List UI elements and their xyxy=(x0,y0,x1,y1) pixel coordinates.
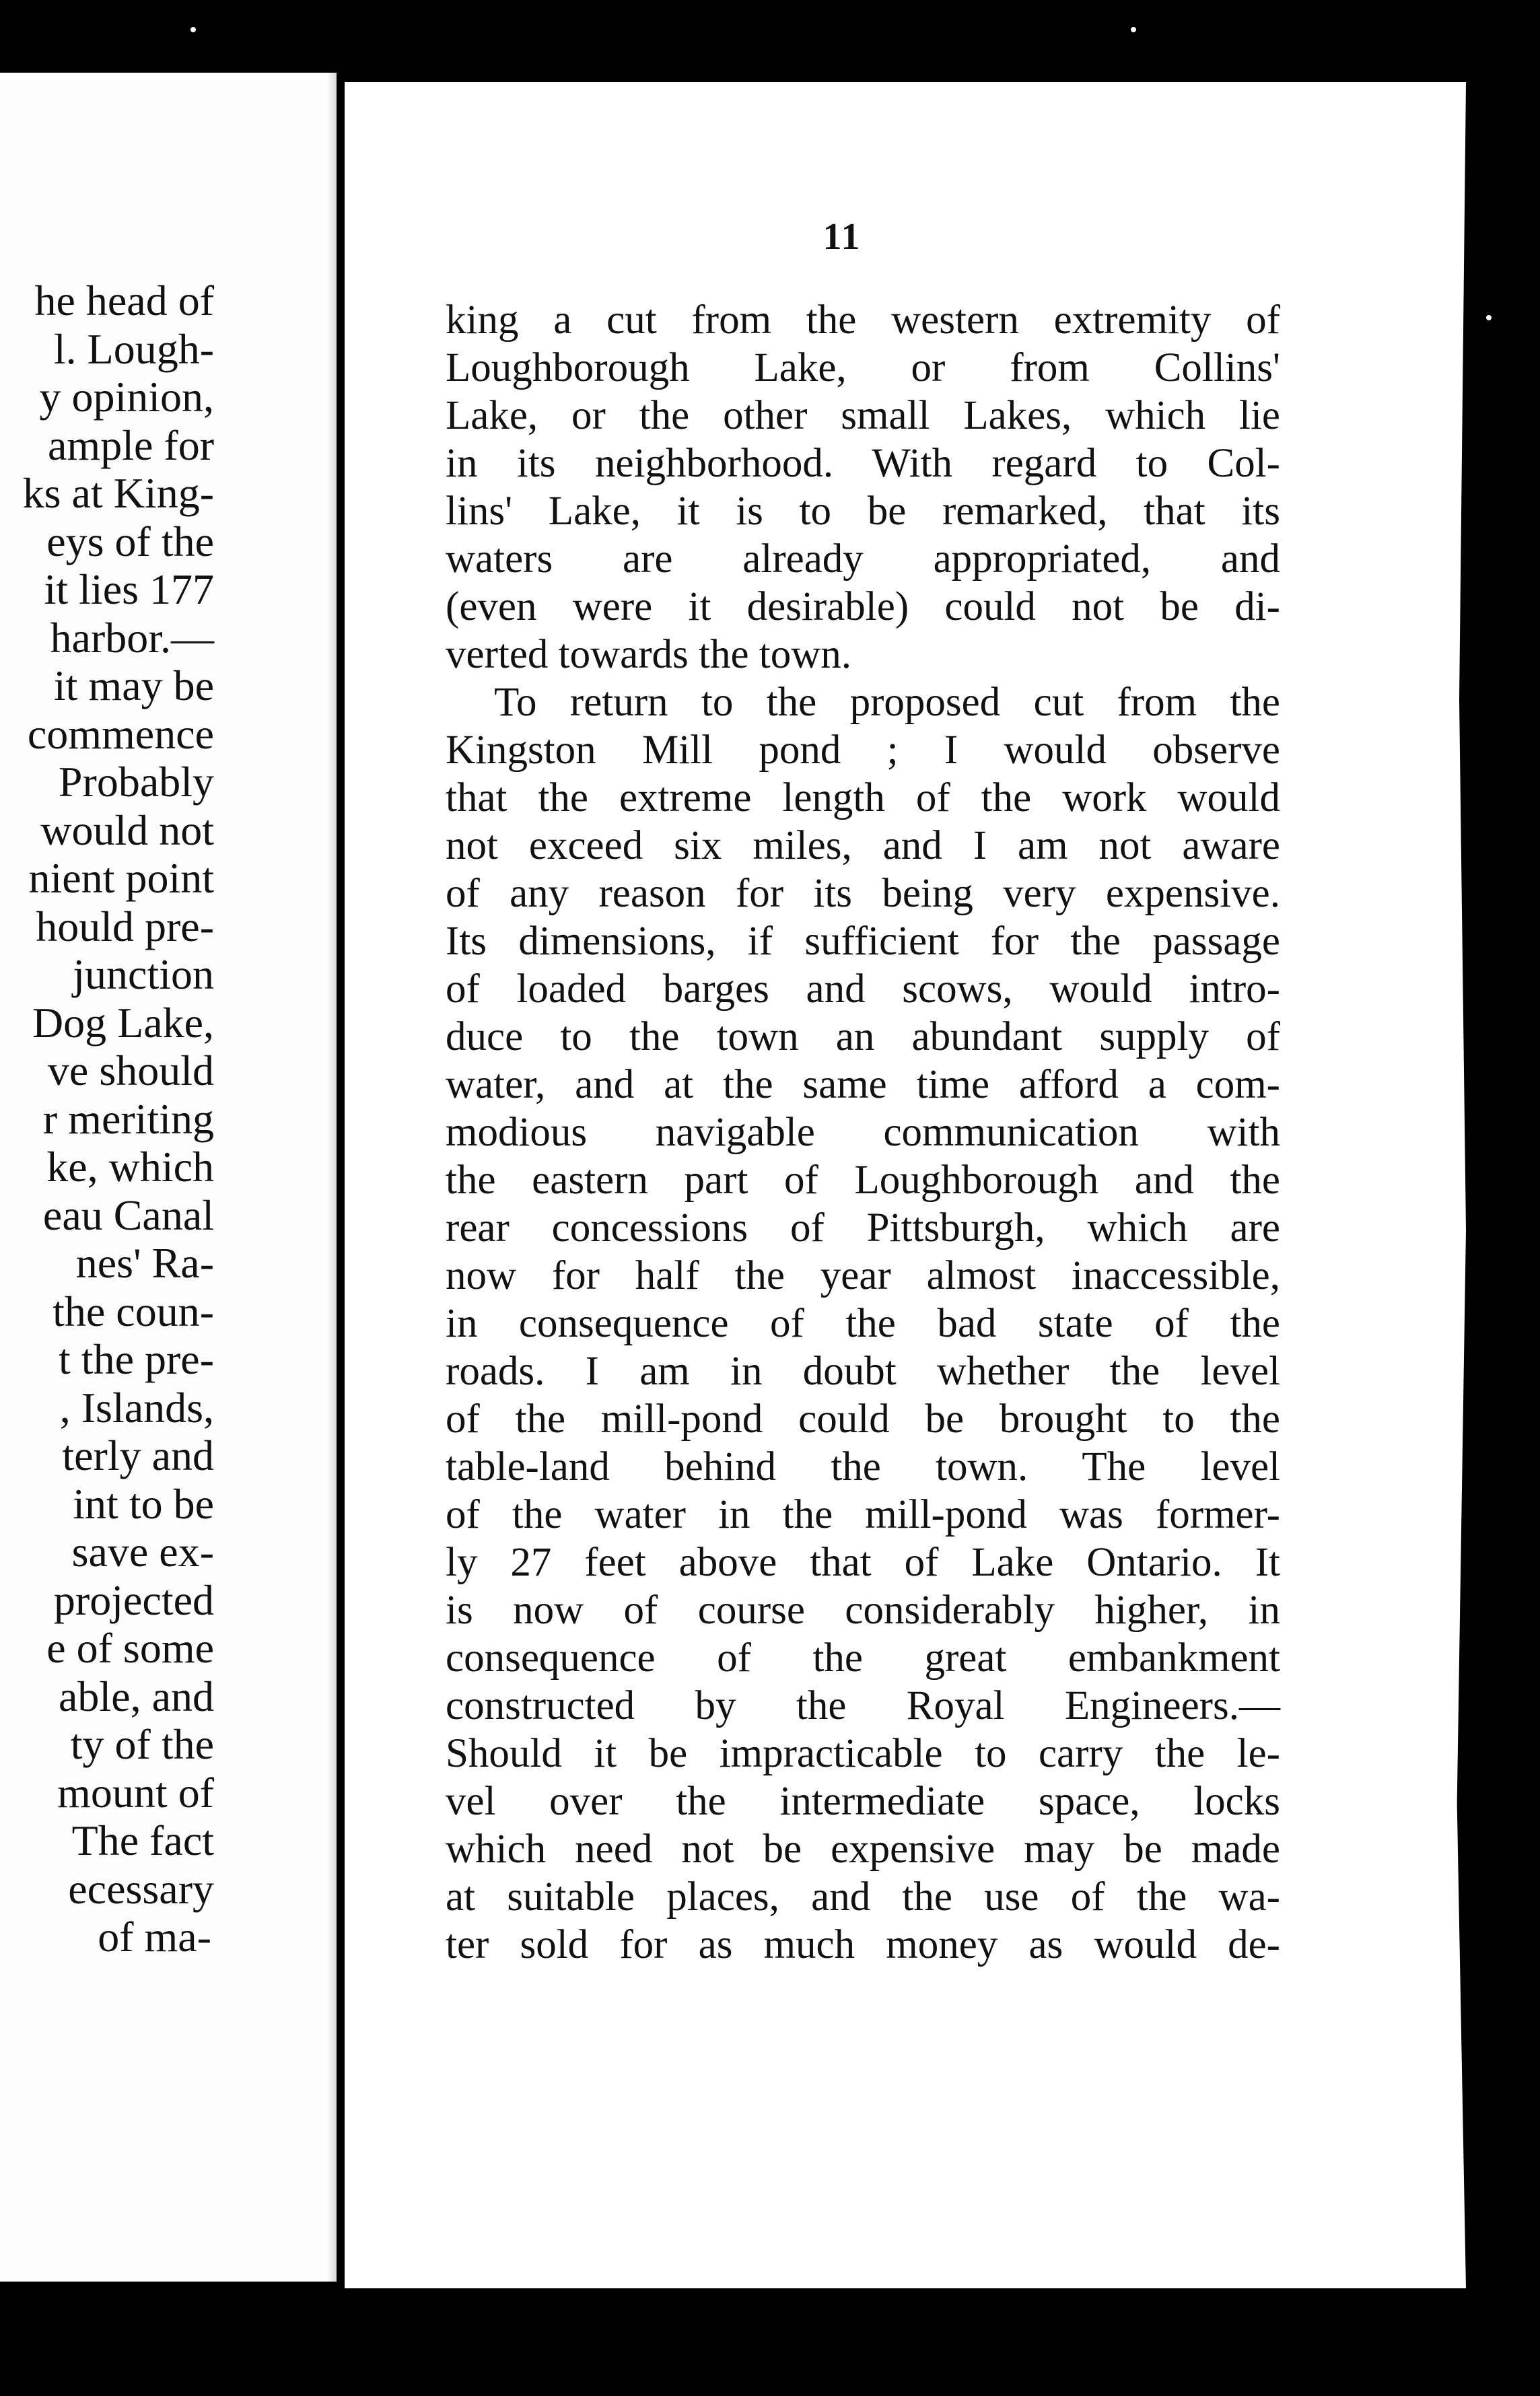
text-line: Lake, or the other small Lakes, which lie xyxy=(446,393,1280,438)
text-line: of the water in the mill-pond was former- xyxy=(446,1492,1280,1537)
left-line: ecessary xyxy=(68,1864,214,1913)
left-line: ks at King- xyxy=(22,469,214,517)
text-line: modious navigable communication with xyxy=(446,1110,1280,1155)
left-line: r meriting xyxy=(42,1094,214,1143)
page-body-text xyxy=(446,296,1280,1969)
left-line: able, and xyxy=(59,1672,214,1720)
dust-speck xyxy=(1131,27,1136,32)
left-line: hould pre- xyxy=(36,902,214,950)
left-line: y opinion, xyxy=(39,373,214,421)
left-line: he head of xyxy=(34,277,214,324)
left-line: , Islands, xyxy=(59,1383,214,1432)
text-line: of loaded barges and scows, would intro- xyxy=(446,966,1280,1012)
left-page-text xyxy=(23,277,214,1961)
text-line: duce to the town an abundant supply of xyxy=(446,1014,1280,1059)
left-line: nient point xyxy=(28,854,214,902)
left-line: would not xyxy=(40,806,214,854)
left-line: nes' Ra- xyxy=(75,1239,214,1287)
text-line: king a cut from the western extremity of xyxy=(446,297,1280,343)
left-line: the coun- xyxy=(53,1287,214,1335)
page-number: 11 xyxy=(823,216,862,258)
text-line: roads. I am in doubt whether the level xyxy=(446,1349,1280,1394)
dust-speck xyxy=(190,27,196,32)
left-line: terly and xyxy=(62,1432,214,1479)
gutter-shadow xyxy=(327,73,337,2282)
left-line: ty of the xyxy=(70,1720,214,1768)
text-line: vel over the intermediate space, locks xyxy=(446,1779,1280,1824)
left-line: it may be xyxy=(53,662,214,709)
text-line: is now of course considerably higher, in xyxy=(446,1588,1280,1633)
text-line: constructed by the Royal Engineers.— xyxy=(446,1683,1280,1728)
text-line: Its dimensions, if sufficient for the passage xyxy=(446,919,1280,964)
left-line: ke, which xyxy=(46,1143,214,1191)
text-line: Kingston Mill pond ; I would observe xyxy=(446,728,1280,773)
left-line: ample for xyxy=(48,421,214,469)
text-line: at suitable places, and the use of the wa- xyxy=(446,1874,1280,1919)
text-line: (even were it desirable) could not be di- xyxy=(446,584,1280,629)
left-line: ve should xyxy=(47,1047,214,1094)
left-line: eau Canal xyxy=(42,1191,214,1239)
text-line: table-land behind the town. The level xyxy=(446,1444,1280,1489)
text-line: now for half the year almost inaccessible, xyxy=(446,1253,1280,1298)
text-line: in its neighborhood. With regard to Col- xyxy=(446,441,1280,486)
left-line: Probably xyxy=(58,758,214,806)
left-line: eys of the xyxy=(46,517,214,565)
text-line: the eastern part of Loughborough and the xyxy=(446,1158,1280,1203)
left-line: mount of xyxy=(57,1768,214,1817)
left-line: commence xyxy=(27,709,214,758)
text-line: water, and at the same time afford a com- xyxy=(446,1062,1280,1107)
left-facing-page xyxy=(0,73,337,2282)
left-line: The fact xyxy=(71,1817,214,1864)
paragraph-first-line: To return to the proposed cut from the xyxy=(494,680,1280,725)
text-line: of any reason for its being very expensive. xyxy=(446,871,1280,916)
text-line: Loughborough Lake, or from Collins' xyxy=(446,345,1280,390)
text-line: verted towards the town. xyxy=(446,632,852,677)
text-line: consequence of the great embankment xyxy=(446,1635,1280,1681)
text-line: lins' Lake, it is to be remarked, that its xyxy=(446,489,1280,534)
text-line: that the extreme length of the work would xyxy=(446,775,1280,820)
left-line: l. Lough- xyxy=(53,324,214,373)
text-line: in consequence of the bad state of the xyxy=(446,1301,1280,1346)
left-line: projected xyxy=(53,1576,214,1624)
text-line: ly 27 feet above that of Lake Ontario. It xyxy=(446,1540,1280,1585)
left-line: of ma- xyxy=(98,1913,211,1961)
left-line: e of some xyxy=(46,1624,214,1672)
left-line: t the pre- xyxy=(59,1335,214,1383)
text-line: rear concessions of Pittsburgh, which are xyxy=(446,1205,1280,1250)
dust-speck xyxy=(1486,315,1492,320)
text-line: not exceed six miles, and I am not aware xyxy=(446,823,1280,868)
left-line: it lies 177 xyxy=(44,565,214,613)
text-line: of the mill-pond could be brought to the xyxy=(446,1397,1280,1442)
left-line: junction xyxy=(73,950,214,998)
text-line: which need not be expensive may be made xyxy=(446,1827,1280,1872)
left-line: harbor.— xyxy=(50,613,214,662)
left-line: save ex- xyxy=(71,1528,214,1576)
left-line: Dog Lake, xyxy=(32,998,214,1047)
left-line: int to be xyxy=(73,1479,214,1528)
text-line: ter sold for as much money as would de- xyxy=(446,1922,1280,1967)
text-line: Should it be impracticable to carry the le- xyxy=(446,1731,1280,1776)
text-line: waters are already appropriated, and xyxy=(446,536,1280,582)
